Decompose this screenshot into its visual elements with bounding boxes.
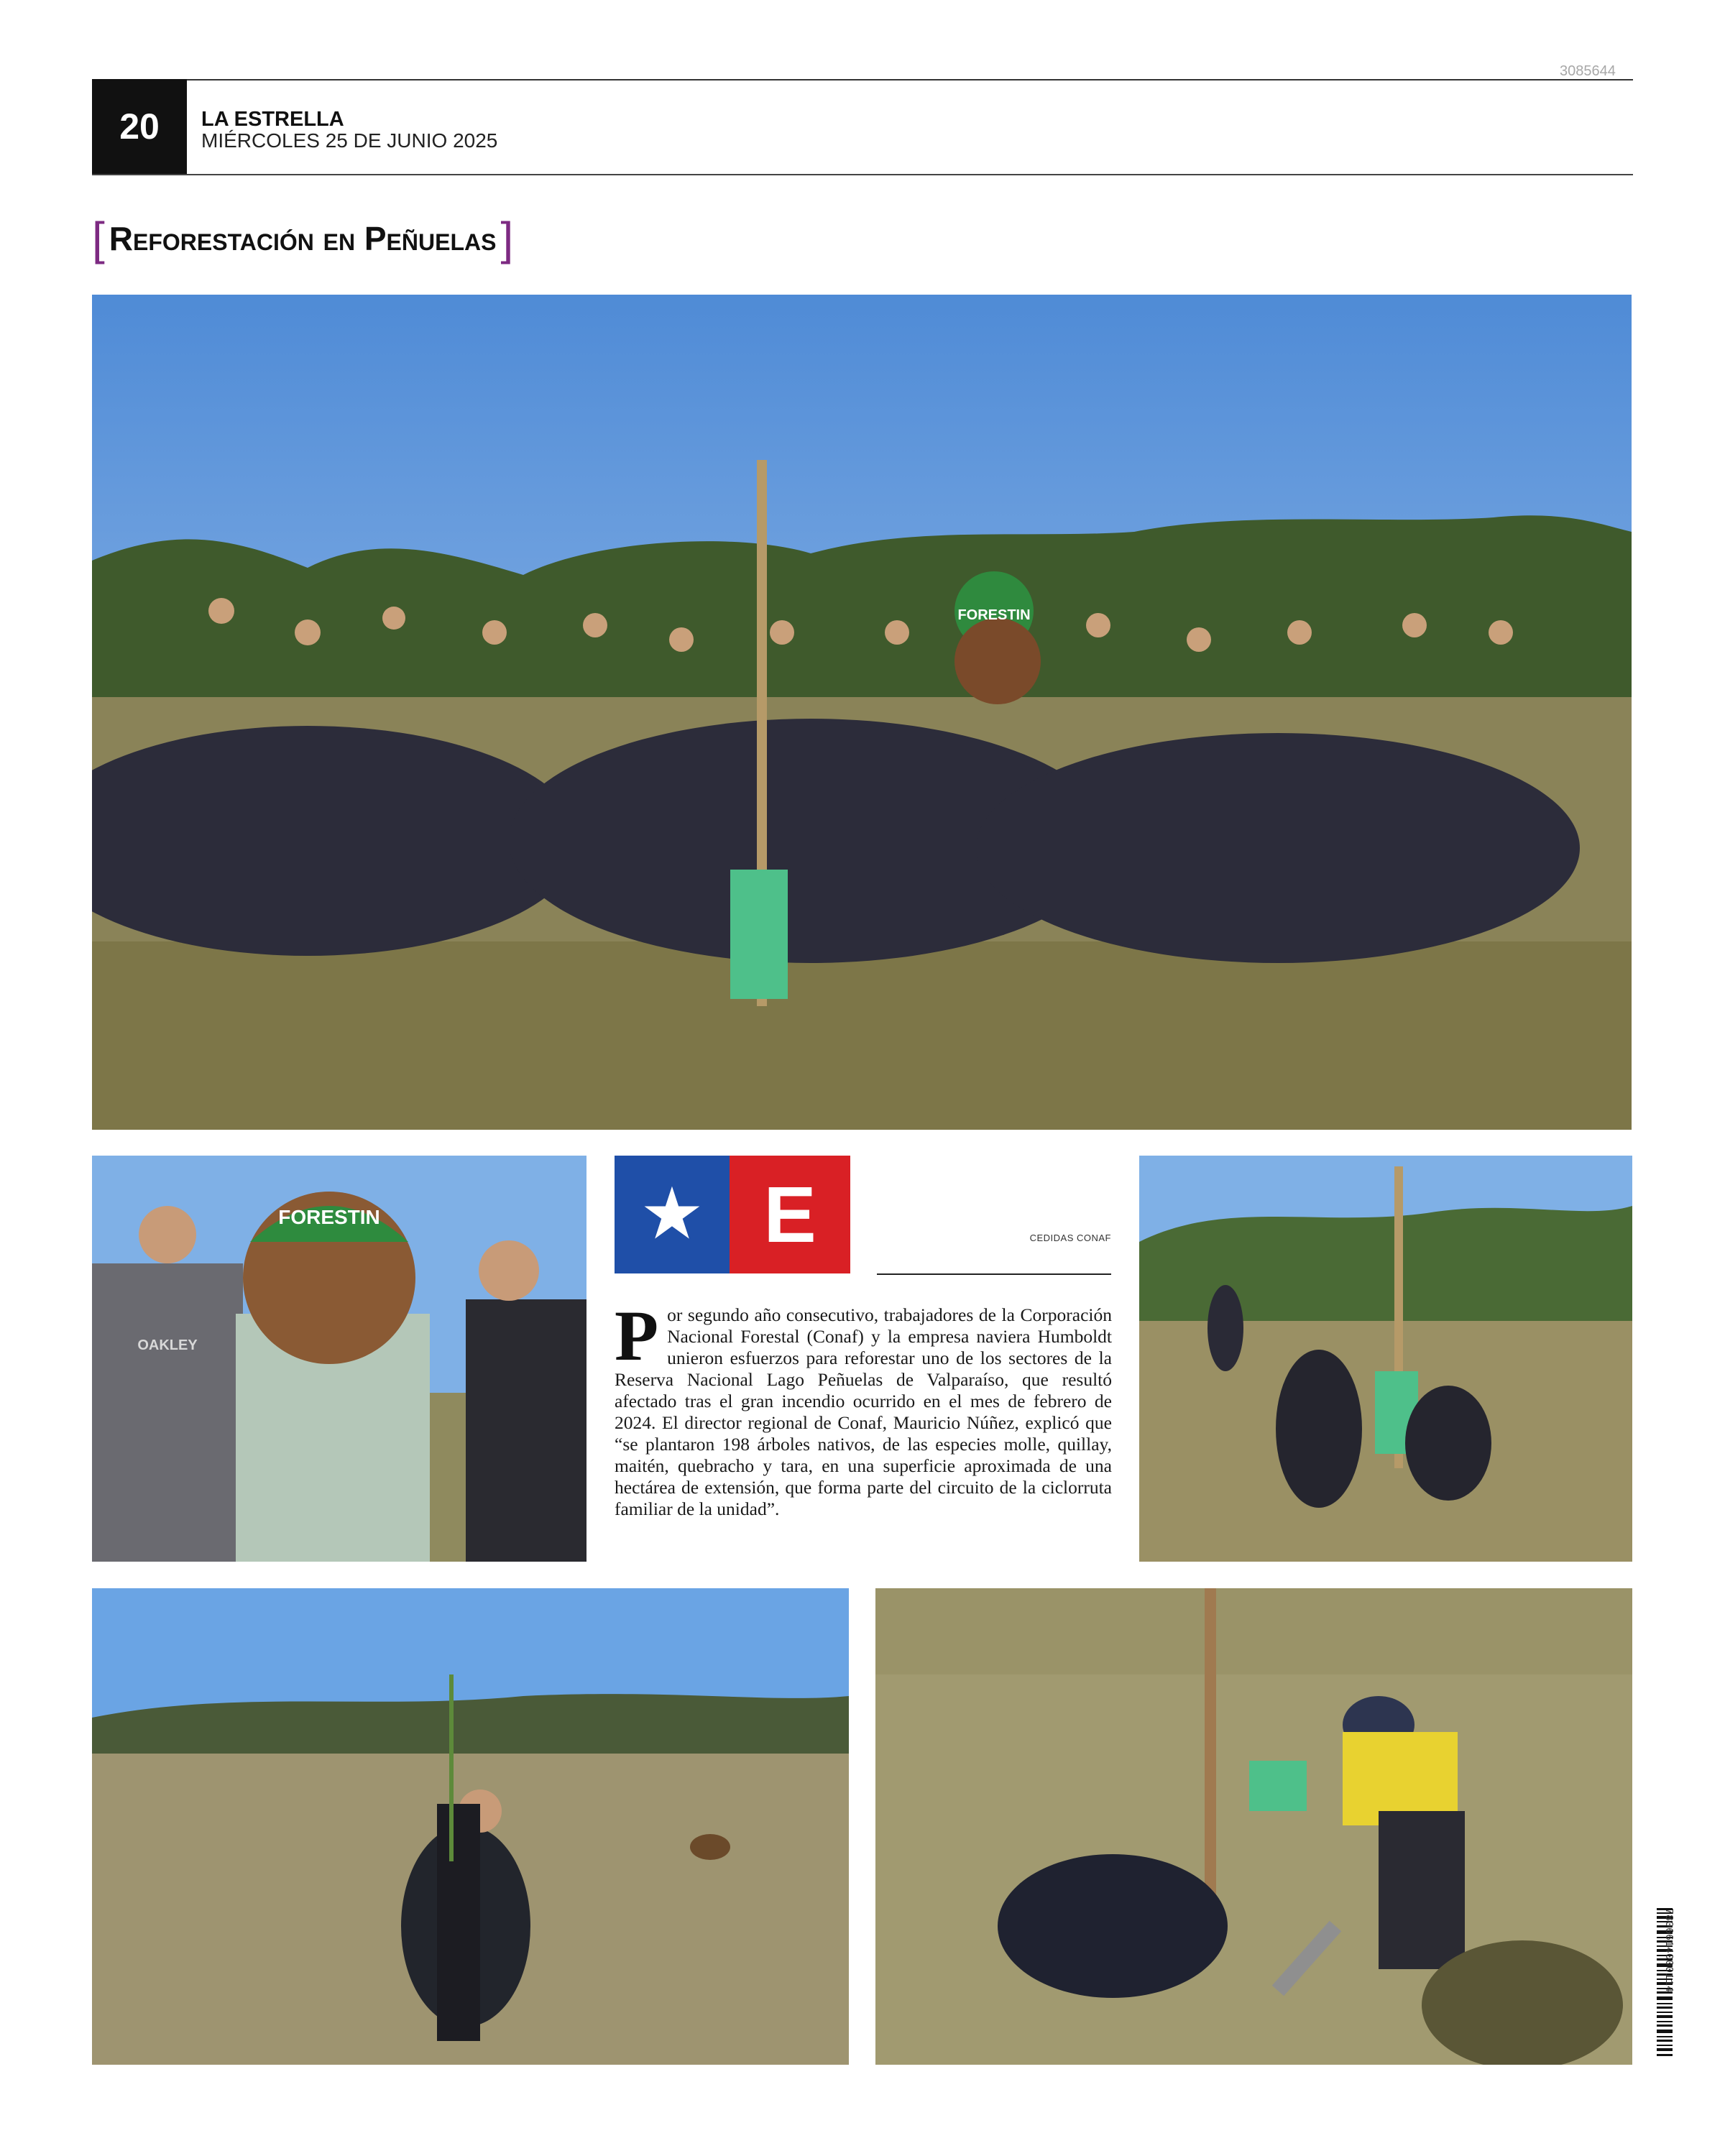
header-rule: [92, 174, 1633, 175]
star-icon: ★: [640, 1174, 704, 1254]
photo-credit: CEDIDAS CONAF: [1029, 1233, 1111, 1243]
drop-cap: P: [615, 1296, 659, 1376]
newspaper-logo: [615, 1156, 850, 1273]
title-bracket-right: ]: [500, 213, 514, 264]
main-group-photo: [92, 295, 1632, 1130]
section-title: [92, 213, 514, 264]
top-rule: [92, 79, 1633, 80]
planting-photo-right: [1139, 1156, 1632, 1562]
shirt-text: OAKLEY: [137, 1337, 198, 1353]
issue-date: MIÉRCOLES 25 DE JUNIO 2025: [201, 129, 498, 152]
mascot-photo: [92, 1156, 586, 1562]
article-body: [615, 1296, 1112, 1520]
section-title-text: Reforestación en Peñuelas: [109, 220, 497, 257]
document-id: 3085644: [1560, 63, 1616, 79]
page-number: 20: [92, 79, 187, 174]
credit-rule: [877, 1273, 1111, 1275]
paper-name: LA ESTRELLA: [201, 108, 344, 131]
child-planting-photo: [875, 1588, 1632, 2065]
article-text: or segundo año consecutivo, trabajadores de la Corporación Nacional Forestal (Conaf) y la empresa naviera Humboldt unieron esfuerzos para reforestar uno de los sectores de la Reserva Nacional Lago Peñuelas de Valparaíso, que resultó afectado tras el gran incendio ocurrido en el mes de febrero de 2024. El director regional de Conaf, Mauricio Núñez, explicó que “se plantaron 198 árboles nativos, de las especies molle, quillay, maitén, quebracho y tara, en una superficie aproximada de una hectárea de extensión, que forma parte del circuito de la ciclorruta familiar de la unidad”.: [615, 1304, 1112, 1519]
logo-letter: E: [730, 1156, 850, 1273]
chilean-flag-icon: [615, 1156, 730, 1273]
mascot-cap-text: FORESTIN: [957, 607, 1031, 623]
title-bracket-left: [: [92, 213, 105, 264]
mascot-cap-text: FORESTIN: [278, 1206, 380, 1228]
kneeling-photo: [92, 1588, 849, 2065]
barcode-digits: 7806614000114: [1662, 1908, 1675, 1993]
